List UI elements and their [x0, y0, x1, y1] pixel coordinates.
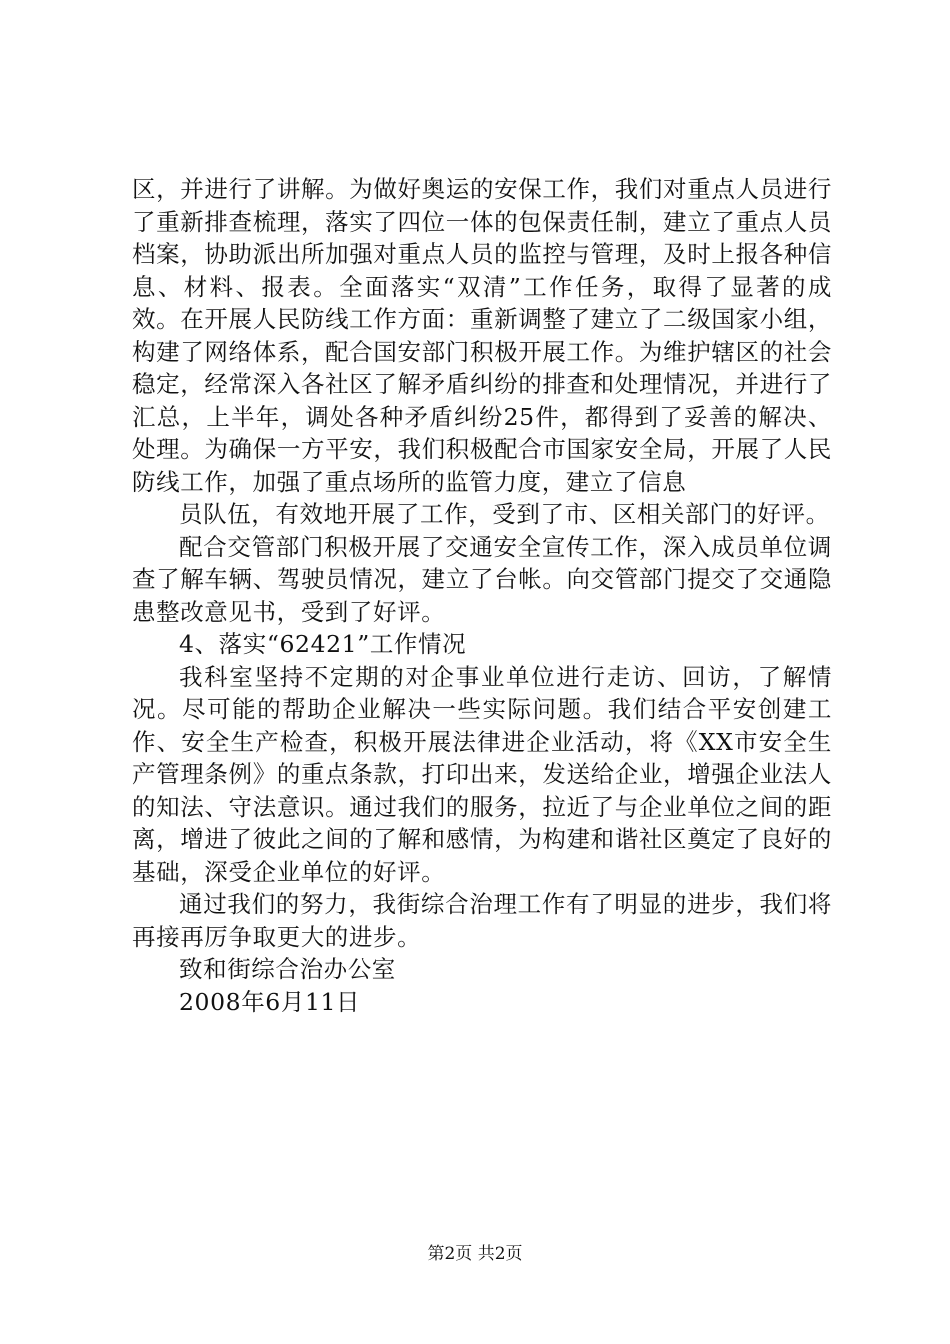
signature-date: 2008年6月11日 — [179, 987, 361, 1016]
page-number: 第2页 共2页 — [427, 1244, 523, 1264]
body-paragraph-3: 配合交管部门积极开展了交通安全宣传工作，深入成员单位调查了解车辆、驾驶员情况，建立了台帐。向交管部门提交了交通隐患整改意见书，受到了好评。 — [132, 532, 832, 626]
document-body — [132, 173, 832, 1018]
body-paragraph-2: 员队伍，有效地开展了工作，受到了市、区相关部门的好评。 — [179, 500, 830, 528]
section-heading: 4、落实“62421”工作情况 — [179, 630, 467, 658]
page-footer — [0, 1244, 950, 1264]
body-paragraph-5: 我科室坚持不定期的对企事业单位进行走访、回访，了解情况。尽可能的帮助企业解决一些实际问题。我们结合平安创建工作、安全生产检查，积极开展法律进企业活动，将《XX市安全生产管理条例》的重点条款，打印出来，发送给企业，增强企业法人的知法、守法意识。通过我们的服务，拉近了与企业单位之间的距离，增进了彼此之间的了解和感情，为构建和谐社区奠定了良好的基础，深受企业单位的好评。 — [132, 662, 832, 886]
body-paragraph-6: 通过我们的努力，我街综合治理工作有了明显的进步，我们将再接再厉争取更大的进步。 — [132, 890, 832, 951]
body-paragraph-1: 区，并进行了讲解。为做好奥运的安保工作，我们对重点人员进行了重新排查梳理，落实了四位一体的包保责任制，建立了重点人员档案，协助派出所加强对重点人员的监控与管理，及时上报各种信息、材料、报表。全面落实“双清”工作任务，取得了显著的成效。在开展人民防线工作方面：重新调整了建立了二级国家小组，构建了网络体系，配合国安部门积极开展工作。为维护辖区的社会稳定，经常深入各社区了解矛盾纠纷的排查和处理情况，并进行了汇总，上半年，调处各种矛盾纠纷25件，都得到了妥善的解决、处理。为确保一方平安，我们积极配合市国家安全局，开展了人民防线工作，加强了重点场所的监管力度，建立了信息 — [132, 175, 832, 496]
signature-office: 致和街综合治办公室 — [179, 955, 396, 983]
